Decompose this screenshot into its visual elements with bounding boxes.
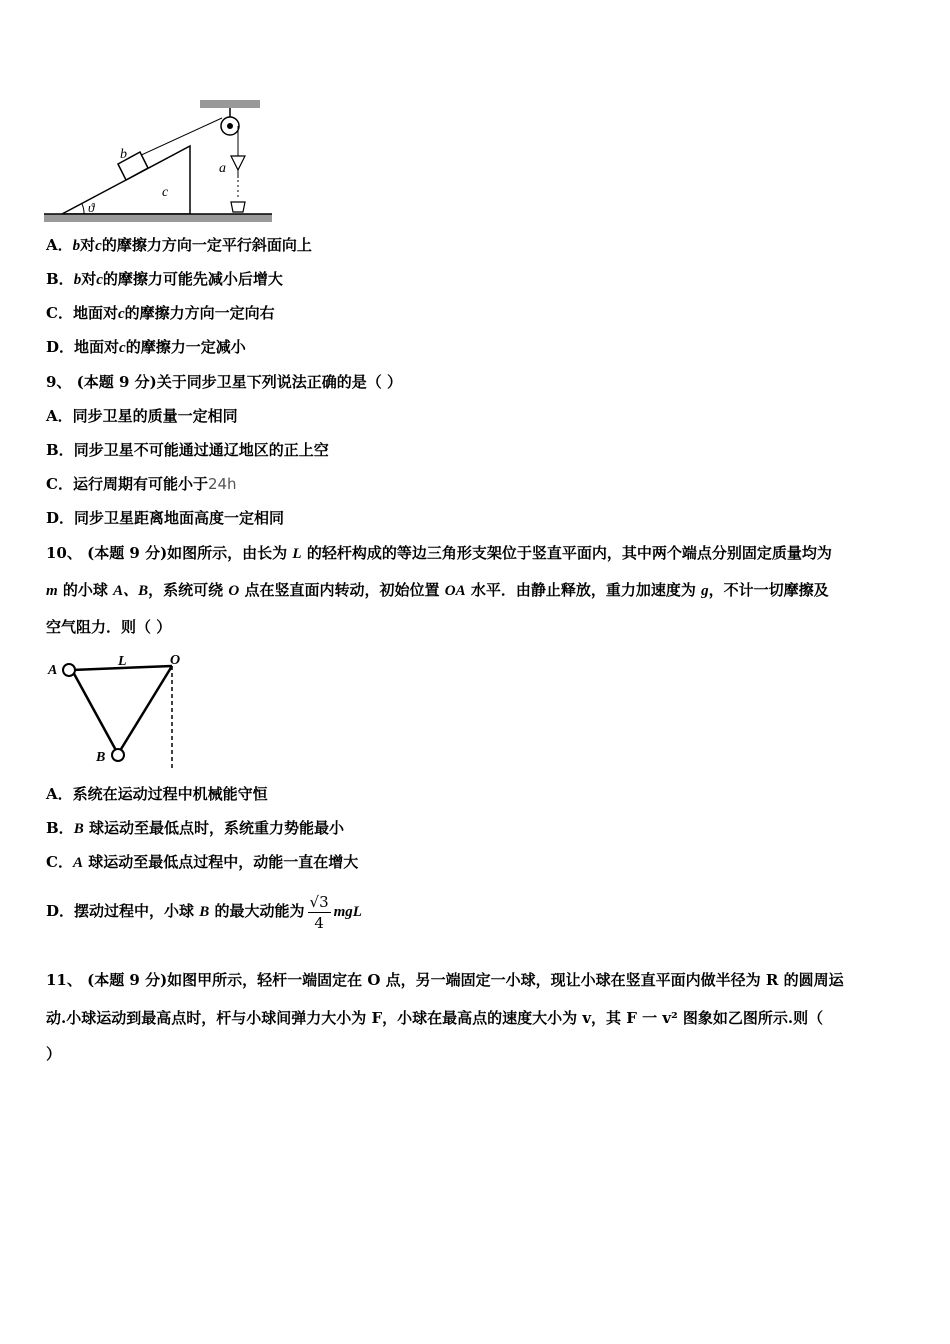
b-label: b: [120, 147, 127, 162]
q10-stem-line3: 空气阻力．则（ ）: [46, 618, 172, 636]
q8-option-b: B．b对c的摩擦力可能先减小后增大: [46, 270, 283, 288]
q10-option-d: D．摆动过程中，小球 B 的最大动能为 $\frac{√3}{4}$ mgL: [46, 892, 362, 932]
q8-option-a: A．b对c的摩擦力方向一定平行斜面向上: [46, 236, 312, 254]
q9-option-a: A．同步卫星的质量一定相同: [46, 407, 238, 425]
q11-stem-line2: 动.小球运动到最高点时，杆与小球间弹力大小为 F，小球在最高点的速度大小为 v，其 F 一 v² 图象如乙图所示.则（: [46, 1009, 824, 1027]
label-o: O: [170, 653, 181, 668]
q9-stem: 9、 (本题 9 分)关于同步卫星下列说法正确的是（ ）: [46, 373, 402, 391]
q9-option-c: C．运行周期有可能小于24h: [46, 475, 237, 493]
q10-stem-line2: m 的小球 A、B，系统可绕 O 点在竖直面内转动，初始位置 OA 水平．由静止释放，重力加速度为 g，不计一切摩擦及: [46, 581, 829, 599]
q10-option-c: C．A 球运动至最低点过程中，动能一直在增大: [46, 853, 359, 871]
a-label: a: [219, 161, 226, 176]
label-a: A: [48, 663, 58, 678]
triangle-frame-figure: [44, 648, 184, 770]
ceiling: [200, 100, 260, 108]
label-l: L: [118, 654, 127, 669]
q9-option-d: D．同步卫星距离地面高度一定相同: [46, 509, 285, 527]
funnel-a: [231, 156, 245, 170]
incline-pulley-figure: [44, 96, 276, 224]
q11-stem-line3: ）: [46, 1045, 62, 1063]
q8-option-d: D．地面对c的摩擦力一定减小: [46, 338, 246, 356]
q10-option-b: B．B 球运动至最低点时，系统重力势能最小: [46, 819, 344, 837]
q10-option-a: A．系统在运动过程中机械能守恒: [46, 785, 268, 803]
ball-b: [112, 749, 124, 761]
q8-option-c: C．地面对c的摩擦力方向一定向右: [46, 304, 275, 322]
bucket-icon: [231, 202, 245, 212]
label-b: B: [96, 750, 106, 765]
q11-stem-line1: 11、 (本题 9 分)如图甲所示，轻杆一端固定在 O 点，另一端固定一小球，现让小球在竖直平面内做半径为 R 的圆周运: [46, 971, 844, 989]
fraction: $\frac{√3}{4}$: [309, 892, 329, 932]
c-label: c: [162, 185, 169, 200]
ball-a: [63, 664, 75, 676]
q9-option-b: B．同步卫星不可能通过通辽地区的正上空: [46, 441, 329, 459]
q10-stem-line1: 10、 (本题 9 分)如图所示，由长为 L 的轻杆构成的等边三角形支架位于竖直平面内，其中两个端点分别固定质量均为: [46, 544, 832, 562]
ground: [44, 214, 272, 222]
theta-label: ϑ: [88, 200, 95, 215]
